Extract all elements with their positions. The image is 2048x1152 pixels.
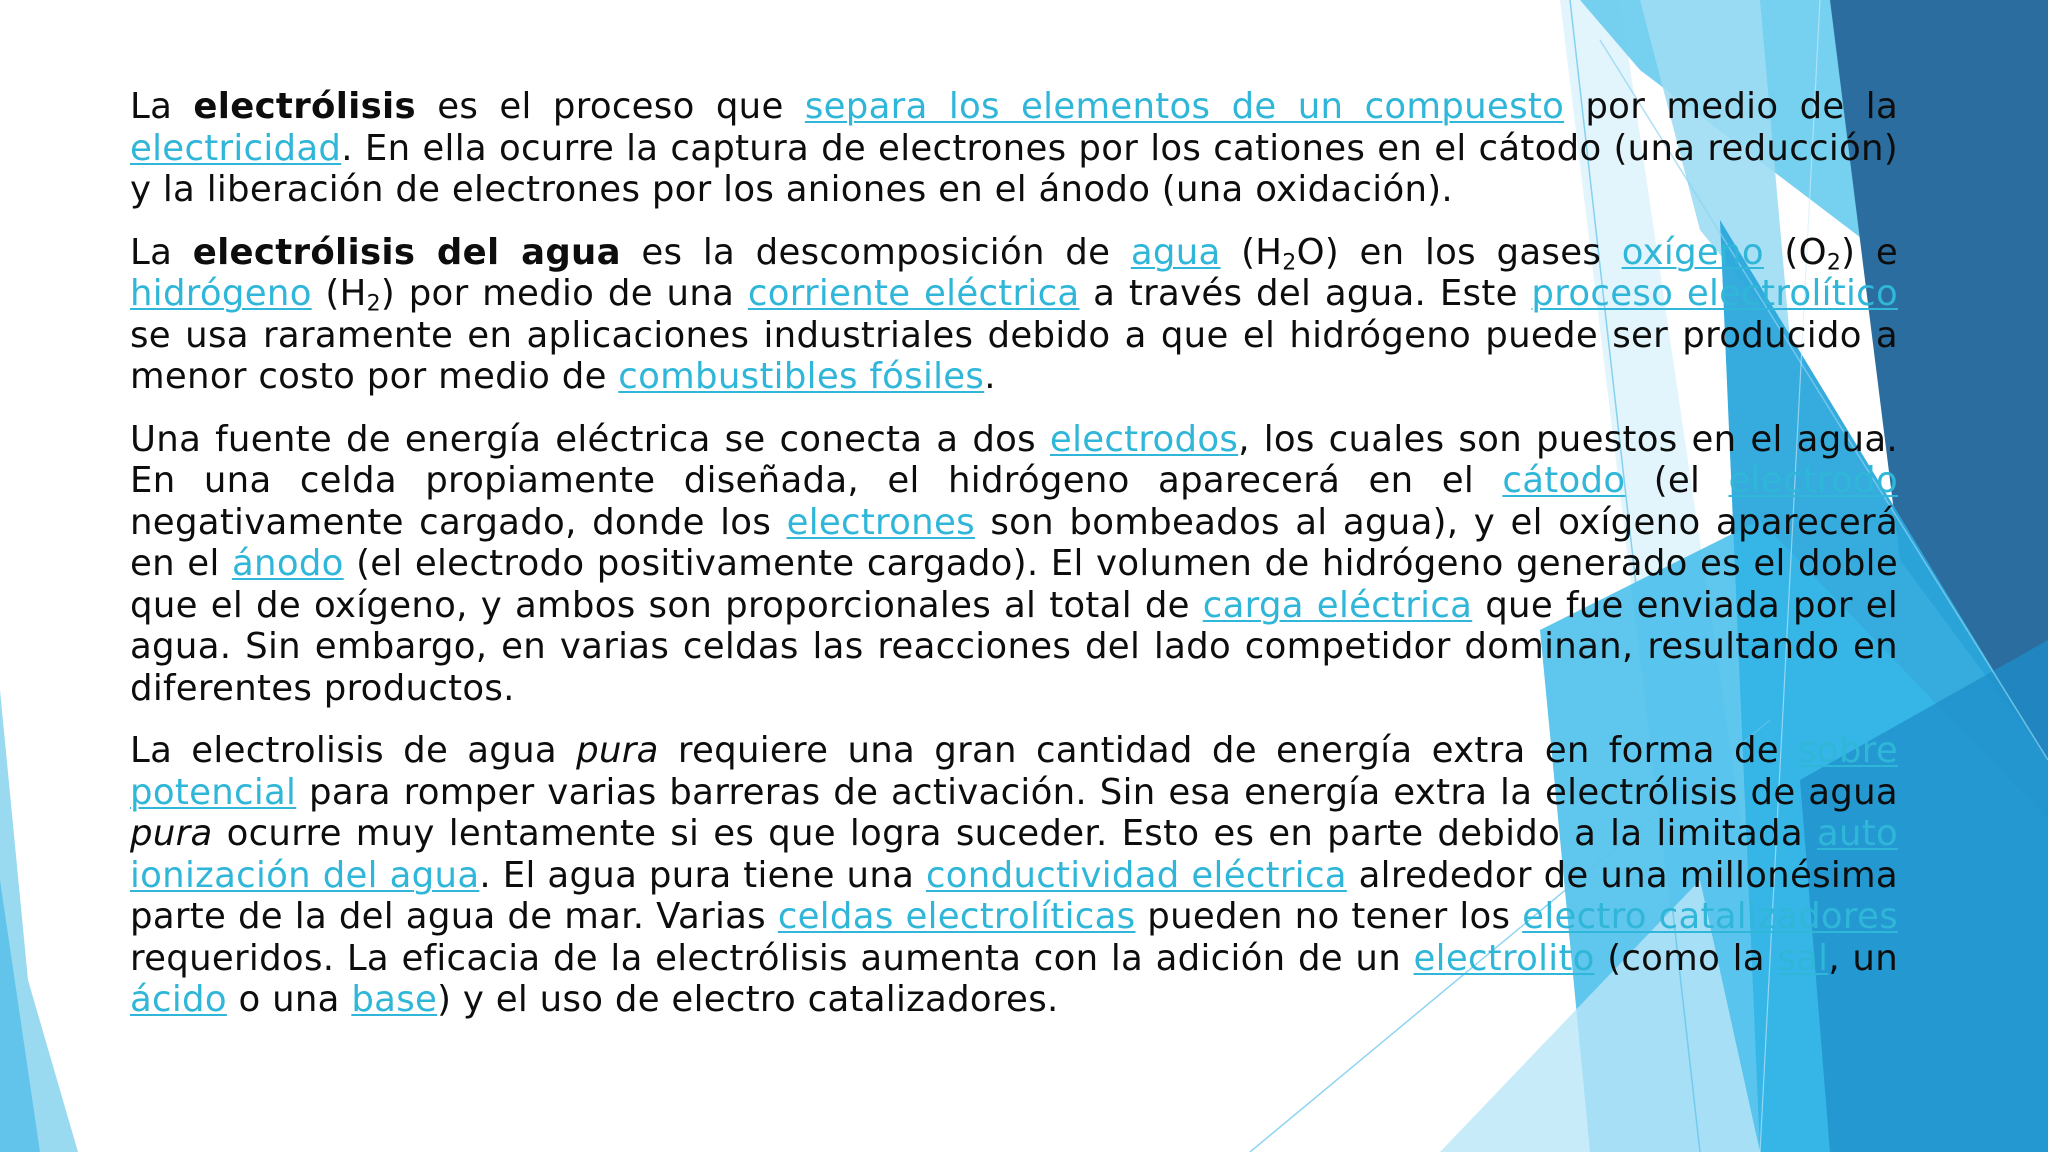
paragraph-1 — [130, 86, 1898, 211]
link-sobre-potencial[interactable]: sobre potencial — [130, 730, 1898, 813]
link-electricidad[interactable]: electricidad — [130, 127, 342, 169]
bold-term: electrólisis — [193, 86, 416, 127]
text-run: pueden no tener los — [1135, 896, 1523, 937]
text-run: (el electrodo positivamente cargado). El volumen de hidrógeno generado es el doble que el de oxígeno, y ambos son proporcionales al total de — [130, 543, 1898, 626]
paragraph-4 — [130, 730, 1898, 1021]
text-run: es la descomposición de — [620, 231, 1131, 273]
text-run: , un — [1828, 937, 1898, 979]
paragraph-3 — [130, 419, 1898, 710]
link-electrodo[interactable]: electrodo — [1728, 460, 1898, 501]
link-electrodos[interactable]: electrodos — [1049, 418, 1239, 460]
link-oxígeno[interactable]: oxígeno — [1621, 231, 1764, 273]
link-cátodo[interactable]: cátodo — [1502, 460, 1626, 501]
link-combustibles-fósiles[interactable]: combustibles fósiles — [618, 356, 985, 397]
slide-text-body — [130, 86, 1898, 1042]
bold-term: electrólisis del agua — [192, 231, 621, 273]
link-carga-eléctrica[interactable]: carga eléctrica — [1202, 584, 1473, 626]
subscript: 2 — [1826, 250, 1842, 275]
text-run: requiere una gran cantidad de energía extra en forma de — [658, 730, 1799, 771]
text-run: Una fuente de energía eléctrica se conecta a dos — [130, 418, 1050, 460]
text-run: (el — [1625, 460, 1729, 501]
text-run: (como la — [1594, 937, 1778, 979]
text-run: (H — [1220, 231, 1283, 273]
italic-term: pura — [576, 730, 659, 771]
link-electrones[interactable]: electrones — [786, 501, 975, 543]
text-run: ) por medio de una — [380, 273, 748, 314]
text-run: O) en los gases — [1296, 231, 1622, 273]
link-separa-los-elementos-de-un-compuesto[interactable]: separa los elementos de un compuesto — [804, 86, 1565, 127]
subscript: 2 — [366, 291, 381, 317]
text-run: ocurre muy lentamente si es que logra suceder. Esto es en parte debido a la limitada — [212, 813, 1817, 854]
link-electrolito[interactable]: electrolito — [1413, 937, 1595, 979]
link-ácido[interactable]: ácido — [130, 979, 227, 1020]
text-run: o una — [226, 979, 352, 1020]
paragraph-2 — [130, 232, 1898, 398]
text-run: requeridos. La eficacia de la electrólisis aumenta con la adición de un — [130, 937, 1414, 979]
link-base[interactable]: base — [351, 979, 438, 1020]
subscript: 2 — [1282, 250, 1297, 275]
text-run: para romper varias barreras de activación. Sin esa energía extra la electrólisis de agua — [296, 771, 1898, 813]
text-run: . En ella ocurre la captura de electrones por los cationes en el cátodo (una reducción) y la liberación de electrones por los aniones en el ánodo (una oxidación). — [130, 127, 1898, 210]
text-run: (O — [1763, 231, 1827, 273]
link-celdas-electrolíticas[interactable]: celdas electrolíticas — [777, 896, 1136, 937]
text-run: ) e — [1841, 231, 1898, 273]
text-run: . El agua pura tiene una — [479, 854, 926, 896]
text-run: por medio de la — [1564, 86, 1898, 127]
text-run: negativamente cargado, donde los — [130, 501, 787, 543]
link-sal[interactable]: sal — [1777, 937, 1829, 979]
link-conductividad-eléctrica[interactable]: conductividad eléctrica — [925, 854, 1347, 896]
text-run: se usa raramente en aplicaciones industriales debido a que el hidrógeno puede ser producido a menor costo por medio de — [130, 314, 1898, 397]
link-ánodo[interactable]: ánodo — [231, 543, 344, 584]
link-proceso-electrolítico[interactable]: proceso electrolítico — [1531, 273, 1898, 314]
text-run: . — [984, 356, 996, 397]
text-run: , los cuales son puestos en el agua. En una celda propiamente diseñada, el hidrógeno aparecerá en el — [130, 418, 1898, 501]
link-auto-ionización-del-agua[interactable]: auto ionización del agua — [130, 813, 1898, 896]
text-run: a través del agua. Este — [1079, 273, 1532, 314]
text-run: (H — [311, 273, 367, 314]
text-run: que fue enviada por el agua. Sin embargo, en varias celdas las reacciones del lado competidor dominan, resultando en diferentes productos. — [130, 584, 1898, 709]
link-hidrógeno[interactable]: hidrógeno — [130, 273, 312, 314]
text-run: La — [130, 86, 194, 127]
text-run: La — [130, 231, 193, 273]
link-electro-catalizadores[interactable]: electro catalizadores — [1522, 896, 1898, 937]
link-corriente-eléctrica[interactable]: corriente eléctrica — [747, 273, 1080, 314]
text-run: alrededor de una millonésima parte de la del agua de mar. Varias — [130, 854, 1898, 937]
italic-term: pura — [130, 813, 213, 854]
link-agua[interactable]: agua — [1130, 231, 1221, 273]
text-run: es el proceso que — [415, 86, 805, 127]
text-run: ) y el uso de electro catalizadores. — [437, 979, 1059, 1020]
text-run: son bombeados al agua), y el oxígeno aparecerá en el — [130, 501, 1899, 584]
text-run: La electrolisis de agua — [130, 730, 577, 771]
